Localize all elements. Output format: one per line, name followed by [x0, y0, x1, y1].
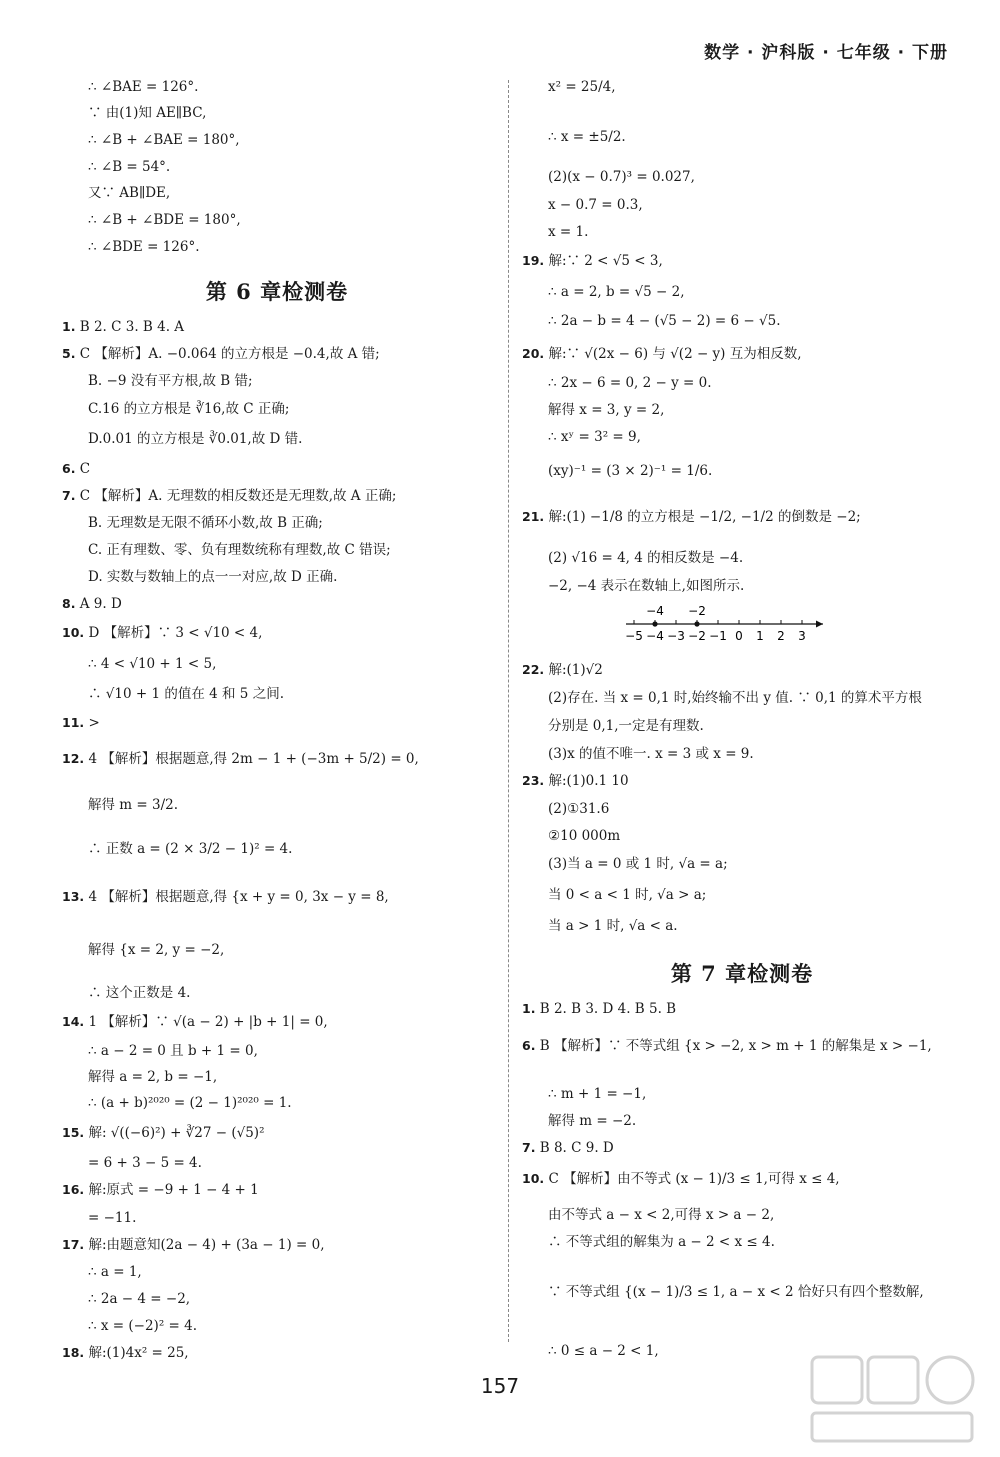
answer-line: [522, 745, 962, 763]
answer-line: [62, 1013, 492, 1031]
answer-text: ∴ a = 1,: [88, 1264, 142, 1280]
answer-line: [522, 1085, 962, 1103]
answer-text: (2) √16 = 4, 4 的相反数是 −4.: [548, 550, 744, 566]
answer-line: [522, 1000, 962, 1018]
answer-text: D.0.01 的立方根是 ∛0.01,故 D 错.: [88, 431, 303, 447]
answer-line: [62, 714, 492, 732]
answer-text: 当 0 < a < 1 时, √a > a;: [548, 887, 707, 903]
answer-line: [522, 508, 962, 526]
question-number: 17.: [62, 1237, 85, 1252]
answer-text: ∴ 这个正数是 4.: [88, 985, 191, 1001]
answer-text: B 2. C 3. B 4. A: [79, 319, 185, 335]
answer-text: ∴ 0 ≤ a − 2 < 1,: [548, 1343, 659, 1359]
answer-line: [522, 428, 962, 446]
answer-line: [62, 840, 492, 858]
answer-text: ∴ a − 2 = 0 且 b + 1 = 0,: [88, 1043, 258, 1059]
answer-text: B. 无理数是无限不循环小数,故 B 正确;: [88, 515, 323, 531]
answer-line: [62, 184, 492, 202]
answer-line: [522, 1037, 962, 1055]
question-number: 23.: [522, 773, 545, 788]
answer-line: [522, 661, 962, 679]
answer-text: 解:∵ √(2x − 6) 与 √(2 − y) 互为相反数,: [548, 346, 802, 362]
answer-text: D. 实数与数轴上的点一一对应,故 D 正确.: [88, 569, 338, 585]
answer-line: [62, 211, 492, 229]
section-title: [522, 958, 962, 988]
answer-line: [522, 168, 962, 186]
number-line-point: [652, 621, 657, 626]
answer-line: [62, 345, 492, 363]
answer-text: 第 6 章检测卷: [205, 279, 349, 304]
answer-text: ∴ ∠B + ∠BAE = 180°,: [88, 132, 240, 148]
answer-text: D 【解析】∵ 3 < √10 < 4,: [88, 625, 263, 641]
number-line-point-label: −4: [646, 604, 664, 618]
question-number: 6.: [522, 1038, 536, 1053]
answer-text: ∴ m + 1 = −1,: [548, 1086, 647, 1102]
answer-line: [522, 78, 962, 96]
answer-text: C 【解析】由不等式 (x − 1)/3 ≤ 1,可得 x ≤ 4,: [548, 1171, 840, 1187]
answer-text: ∵ 不等式组 {(x − 1)/3 ≤ 1, a − x < 2 恰好只有四个整数解,: [548, 1284, 924, 1300]
number-line-tick-label: −2: [688, 629, 706, 643]
answer-line: [522, 252, 962, 270]
answer-line: [62, 1068, 492, 1086]
question-number: 19.: [522, 253, 545, 268]
answer-text: ∴ a = 2, b = √5 − 2,: [548, 284, 685, 300]
answer-text: 解得 {x = 2, y = −2,: [88, 942, 225, 958]
answer-text: 又∵ AB∥DE,: [88, 185, 171, 201]
answer-text: (2)(x − 0.7)³ = 0.027,: [548, 169, 695, 185]
question-number: 15.: [62, 1125, 85, 1140]
answer-line: [62, 131, 492, 149]
answer-text: ∴ ∠BAE = 126°.: [88, 79, 199, 95]
answer-line: [62, 1236, 492, 1254]
answer-text: C. 正有理数、零、负有理数统称有理数,故 C 错误;: [88, 542, 391, 558]
answer-text: ∴ xʸ = 3² = 9,: [548, 429, 641, 445]
answer-line: [522, 1283, 962, 1301]
question-number: 1.: [62, 319, 76, 334]
answer-text: B. −9 没有平方根,故 B 错;: [88, 373, 253, 389]
answer-text: 解:由题意知(2a − 4) + (3a − 1) = 0,: [88, 1237, 325, 1253]
answer-text: 第 7 章检测卷: [670, 961, 814, 986]
answer-text: ∴ x = (−2)² = 4.: [88, 1318, 198, 1334]
answer-line: [62, 514, 492, 532]
question-number: 12.: [62, 751, 85, 766]
number-line-point-label: −2: [688, 604, 706, 618]
answer-text: ∴ x = ±5/2.: [548, 129, 626, 145]
answer-text: 4 【解析】根据题意,得 2m − 1 + (−3m + 5/2) = 0,: [88, 751, 419, 767]
question-number: 10.: [522, 1171, 545, 1186]
number-line-arrow: [816, 621, 823, 628]
answer-text: 解得 a = 2, b = −1,: [88, 1069, 218, 1085]
number-line-tick-label: −5: [625, 629, 643, 643]
answer-line: [522, 855, 962, 873]
answer-text: ∴ 4 < √10 + 1 < 5,: [88, 656, 217, 672]
answer-text: 解得 m = 3/2.: [88, 797, 179, 813]
answer-text: C 【解析】A. −0.064 的立方根是 −0.4,故 A 错;: [79, 346, 380, 362]
answer-text: ∴ ∠BDE = 126°.: [88, 239, 200, 255]
answer-line: [62, 430, 492, 448]
answer-text: C: [79, 461, 91, 477]
answer-text: ∴ 不等式组的解集为 a − 2 < x ≤ 4.: [548, 1234, 775, 1250]
answer-text: ∵ 由(1)知 AE∥BC,: [88, 105, 207, 121]
question-number: 13.: [62, 889, 85, 904]
question-number: 22.: [522, 662, 545, 677]
answer-line: [522, 717, 962, 735]
answer-line: [522, 600, 962, 654]
section-title: [62, 276, 492, 306]
answer-text: 由不等式 a − x < 2,可得 x > a − 2,: [548, 1207, 775, 1223]
answer-line: [62, 796, 492, 814]
answer-text: ②10 000m: [548, 828, 621, 844]
answer-line: [522, 1206, 962, 1224]
answer-line: [522, 283, 962, 301]
answer-text: = 6 + 3 − 5 = 4.: [88, 1155, 202, 1171]
answer-line: [522, 549, 962, 567]
answer-line: [62, 984, 492, 1002]
answer-line: [522, 223, 962, 241]
answer-text: (3)当 a = 0 或 1 时, √a = a;: [548, 856, 728, 872]
answer-text: C.16 的立方根是 ∛16,故 C 正确;: [88, 401, 290, 417]
answer-text: = −11.: [88, 1210, 137, 1226]
answer-line: [62, 568, 492, 586]
number-line-tick-label: −4: [646, 629, 664, 643]
answer-text: (3)x 的值不唯一. x = 3 或 x = 9.: [548, 746, 754, 762]
answer-text: B 【解析】∵ 不等式组 {x > −2, x > m + 1 的解集是 x > −1,: [539, 1038, 932, 1054]
answer-text: ∴ 2x − 6 = 0, 2 − y = 0.: [548, 375, 712, 391]
answer-text: 解:原式 = −9 + 1 − 4 + 1: [88, 1182, 259, 1198]
answer-text: 解:(1)√2: [548, 662, 603, 678]
answer-text: ∴ 2a − 4 = −2,: [88, 1291, 191, 1307]
answer-line: [62, 372, 492, 390]
answer-line: [522, 577, 962, 595]
answer-line: [62, 1181, 492, 1199]
answer-text: A 9. D: [79, 596, 122, 612]
answer-line: [522, 401, 962, 419]
number-line-tick-label: −3: [667, 629, 685, 643]
answer-line: [62, 104, 492, 122]
answer-text: B 2. B 3. D 4. B 5. B: [539, 1001, 677, 1017]
answer-text: >: [88, 715, 100, 731]
answer-line: [522, 345, 962, 363]
answer-line: [522, 196, 962, 214]
answer-text: 解:(1) −1/8 的立方根是 −1/2, −1/2 的倒数是 −2;: [548, 509, 861, 525]
number-line-point: [694, 621, 699, 626]
answer-line: [62, 655, 492, 673]
number-line-tick-label: 2: [777, 629, 785, 643]
number-line-tick-label: 0: [735, 629, 743, 643]
answer-line: [62, 1344, 492, 1362]
answer-text: (2)①31.6: [548, 801, 610, 817]
question-number: 10.: [62, 625, 85, 640]
answer-line: [62, 1263, 492, 1281]
question-number: 7.: [62, 488, 76, 503]
answer-text: ∴ (a + b)²⁰²⁰ = (2 − 1)²⁰²⁰ = 1.: [88, 1095, 292, 1111]
question-number: 5.: [62, 346, 76, 361]
answer-text: x² = 25/4,: [548, 79, 616, 95]
answer-text: ∴ √10 + 1 的值在 4 和 5 之间.: [88, 686, 284, 702]
number-line-tick-label: −1: [709, 629, 727, 643]
answer-line: [522, 1233, 962, 1251]
answer-line: [62, 78, 492, 96]
answer-text: 解得 m = −2.: [548, 1113, 637, 1129]
question-number: 11.: [62, 715, 85, 730]
number-line-tick-label: 3: [798, 629, 806, 643]
question-number: 16.: [62, 1182, 85, 1197]
answer-line: [522, 772, 962, 790]
answer-text: 解:(1)0.1 10: [548, 773, 629, 789]
answer-text: 解得 x = 3, y = 2,: [548, 402, 665, 418]
answer-text: 4 【解析】根据题意,得 {x + y = 0, 3x − y = 8,: [88, 889, 389, 905]
answer-line: [522, 1112, 962, 1130]
answer-line: [62, 888, 492, 906]
answer-line: [522, 827, 962, 845]
answer-text: ∴ ∠B + ∠BDE = 180°,: [88, 212, 241, 228]
question-number: 18.: [62, 1345, 85, 1360]
answer-line: [522, 312, 962, 330]
question-number: 21.: [522, 509, 545, 524]
answer-text: 分别是 0,1,一定是有理数.: [548, 718, 704, 734]
answer-text: ∴ ∠B = 54°.: [88, 159, 171, 175]
answer-text: (xy)⁻¹ = (3 × 2)⁻¹ = 1/6.: [548, 463, 713, 479]
answer-line: [522, 374, 962, 392]
question-number: 7.: [522, 1140, 536, 1155]
answer-line: [62, 1124, 492, 1142]
answer-line: [522, 917, 962, 935]
number-line-tick-label: 1: [756, 629, 764, 643]
answer-text: ∴ 正数 a = (2 × 3/2 − 1)² = 4.: [88, 841, 293, 857]
answer-line: [62, 158, 492, 176]
answer-text: 解: √((−6)²) + ∛27 − (√5)²: [88, 1125, 265, 1141]
answer-line: [522, 462, 962, 480]
answer-line: [62, 541, 492, 559]
answer-text: 解:(1)4x² = 25,: [88, 1345, 189, 1361]
answer-line: [62, 318, 492, 336]
answer-text: C 【解析】A. 无理数的相反数还是无理数,故 A 正确;: [79, 488, 397, 504]
answer-line: [62, 941, 492, 959]
question-number: 1.: [522, 1001, 536, 1016]
column-divider: [508, 80, 509, 1342]
answer-line: [522, 1139, 962, 1157]
answer-line: [62, 400, 492, 418]
answer-text: 当 a > 1 时, √a < a.: [548, 918, 678, 934]
question-number: 6.: [62, 461, 76, 476]
answer-line: [522, 128, 962, 146]
watermark-logo: [802, 1349, 982, 1449]
answer-text: x = 1.: [548, 224, 589, 240]
answer-text: 1 【解析】∵ √(a − 2) + |b + 1| = 0,: [88, 1014, 328, 1030]
answer-text: 解:∵ 2 < √5 < 3,: [548, 253, 663, 269]
answer-line: [62, 624, 492, 642]
answer-line: [62, 487, 492, 505]
number-line-figure: [622, 600, 842, 654]
question-number: 14.: [62, 1014, 85, 1029]
answer-text: x − 0.7 = 0.3,: [548, 197, 643, 213]
question-number: 8.: [62, 596, 76, 611]
answer-line: [522, 800, 962, 818]
answer-line: [522, 1170, 962, 1188]
page-number: 157: [480, 1374, 520, 1398]
answer-text: −2, −4 表示在数轴上,如图所示.: [548, 578, 745, 594]
question-number: 20.: [522, 346, 545, 361]
answer-line: [62, 750, 492, 768]
answer-text: B 8. C 9. D: [539, 1140, 614, 1156]
answer-text: (2)存在. 当 x = 0,1 时,始终输不出 y 值. ∵ 0,1 的算术平方根: [548, 690, 922, 706]
answer-line: [62, 1317, 492, 1335]
answer-line: [62, 1042, 492, 1060]
answer-line: [62, 1290, 492, 1308]
answer-line: [62, 685, 492, 703]
answer-text: ∴ 2a − b = 4 − (√5 − 2) = 6 − √5.: [548, 313, 781, 329]
answer-line: [62, 595, 492, 613]
answer-line: [62, 1154, 492, 1172]
answer-line: [62, 1209, 492, 1227]
answer-line: [522, 886, 962, 904]
answer-line: [522, 689, 962, 707]
page-header: 数学 · 沪科版 · 七年级 · 下册: [704, 43, 948, 63]
answer-line: [62, 238, 492, 256]
answer-line: [62, 1094, 492, 1112]
answer-line: [62, 460, 492, 478]
